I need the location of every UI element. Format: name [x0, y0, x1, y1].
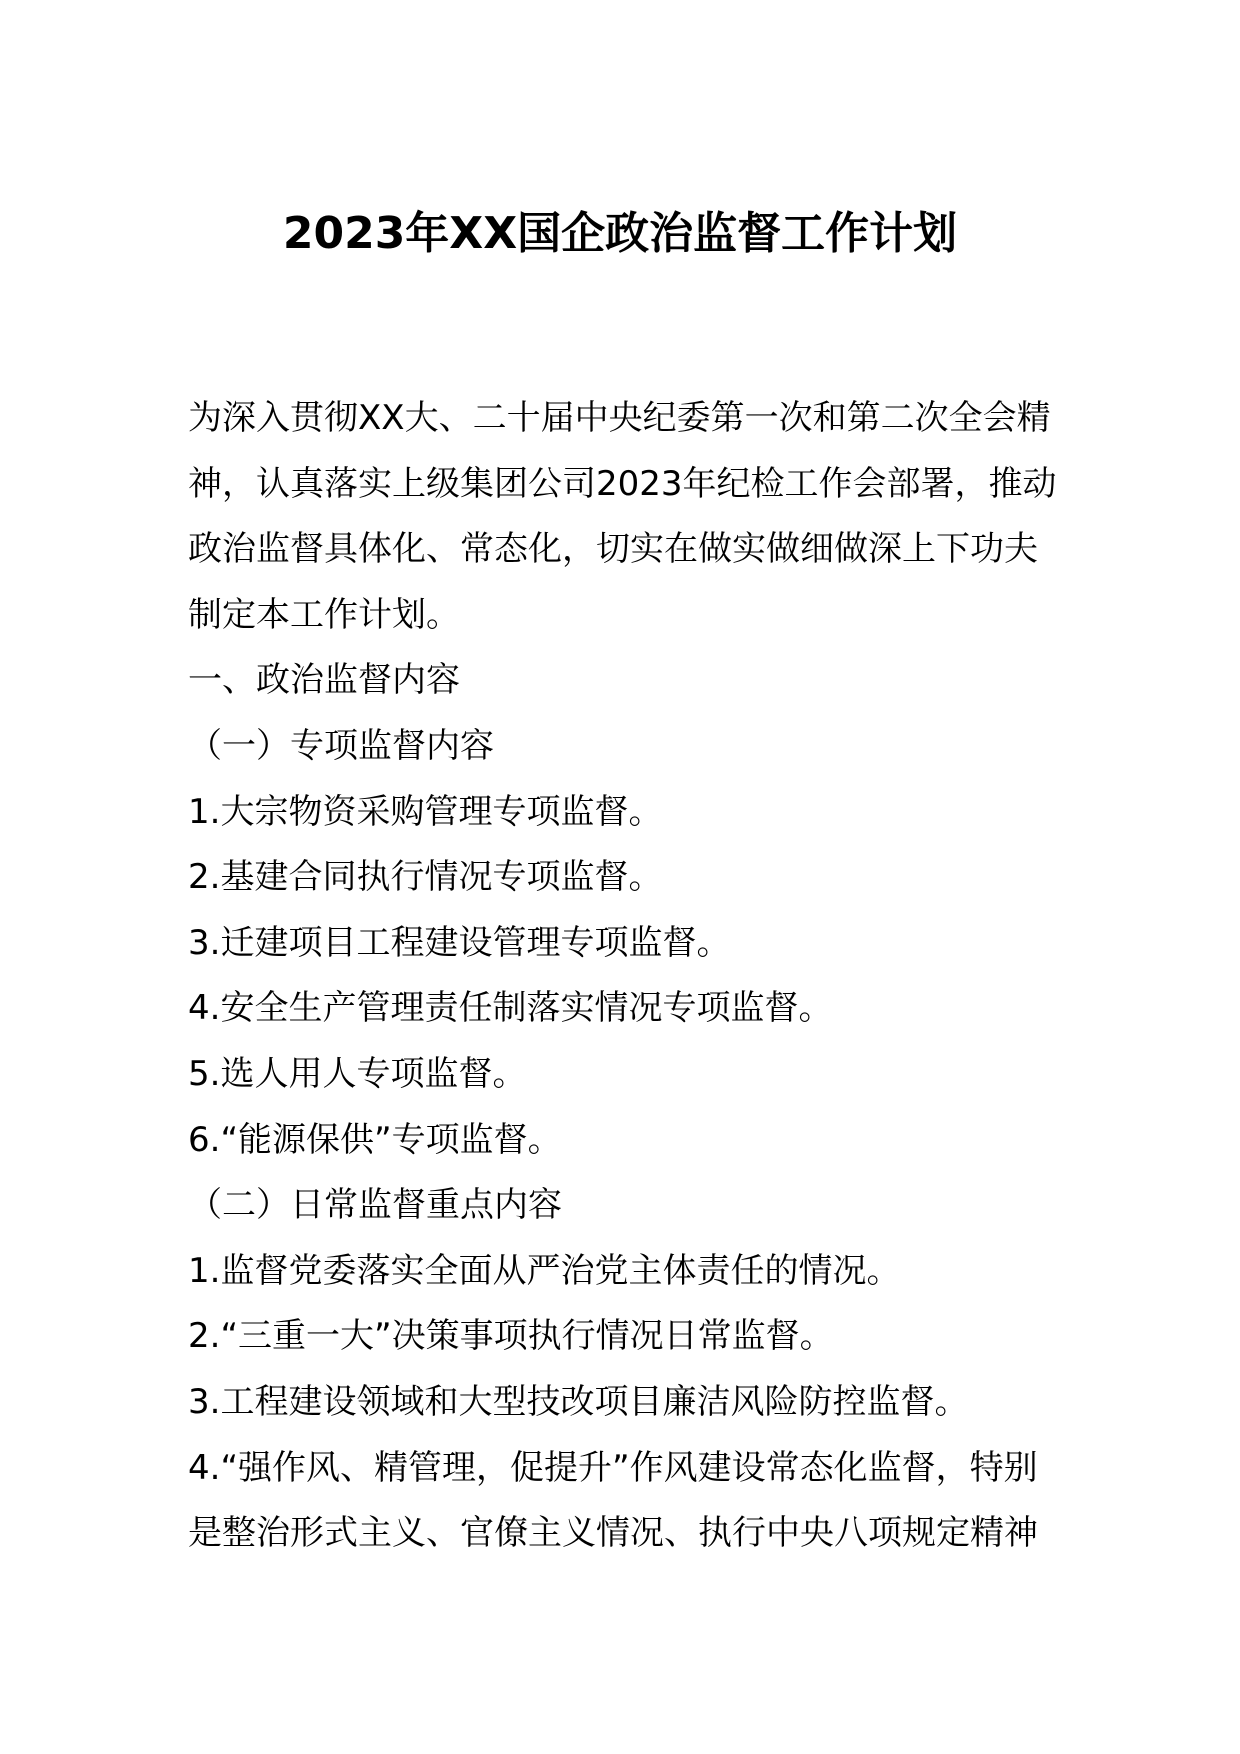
body-line: 是整治形式主义、官僚主义情况、执行中央八项规定精神	[188, 1513, 1038, 1554]
document-body	[188, 386, 1058, 1567]
body-line: 政治监督具体化、常态化，切实在做实做细做深上下功夫	[188, 529, 1038, 570]
list-item: 1.大宗物资采购管理专项监督。	[188, 791, 663, 832]
document-title: 2023年XX国企政治监督工作计划	[282, 208, 958, 259]
list-item: 4.“强作风、精管理，促提升”作风建设常态化监督，特别	[188, 1447, 1038, 1488]
list-item: 2.基建合同执行情况专项监督。	[188, 857, 663, 898]
list-item: 3.迁建项目工程建设管理专项监督。	[188, 922, 731, 963]
body-line: 制定本工作计划。	[188, 594, 460, 635]
body-line: 为深入贯彻XX大、二十届中央纪委第一次和第二次全会精	[188, 398, 1051, 438]
subsection-heading: （二）日常监督重点内容	[188, 1185, 562, 1226]
subsection-heading: （一）专项监督内容	[188, 725, 494, 766]
section-heading: 一、政治监督内容	[188, 660, 460, 701]
list-item: 1.监督党委落实全面从严治党主体责任的情况。	[188, 1250, 901, 1291]
body-line: 神，认真落实上级集团公司2023年纪检工作会部署，推动	[188, 463, 1057, 504]
list-item: 3.工程建设领域和大型技改项目廉洁风险防控监督。	[188, 1381, 969, 1422]
list-item: 2.“三重一大”决策事项执行情况日常监督。	[188, 1316, 834, 1357]
list-item: 6.“能源保供”专项监督。	[188, 1119, 562, 1160]
list-item: 4.安全生产管理责任制落实情况专项监督。	[188, 988, 833, 1029]
list-item: 5.选人用人专项监督。	[188, 1053, 527, 1094]
